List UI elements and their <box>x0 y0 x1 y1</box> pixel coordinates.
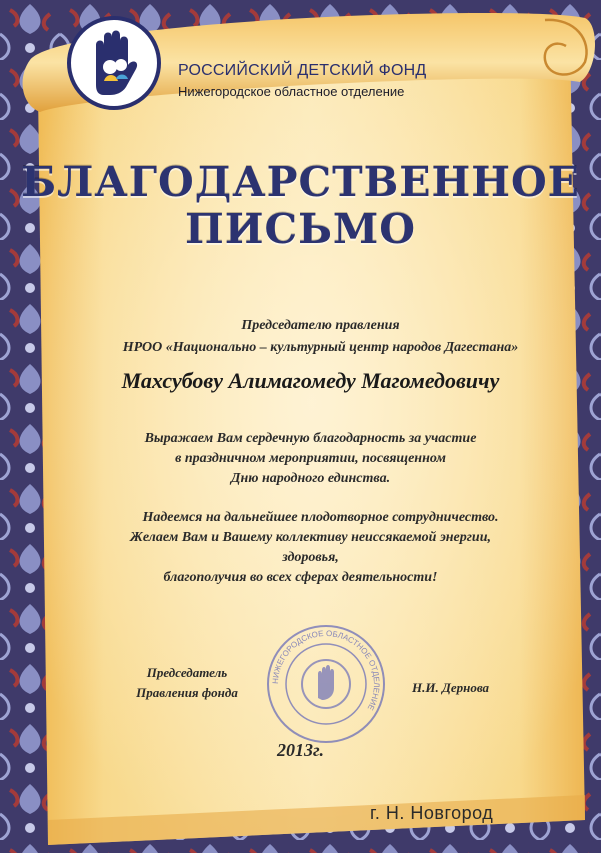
addressee-position: Председателю правления <box>241 318 400 333</box>
organization-name: РОССИЙСКИЙ ДЕТСКИЙ ФОНД <box>178 62 427 79</box>
stamp-text: НИЖЕГОРОДСКОЕ ОБЛАСТНОЕ ОТДЕЛЕНИЕ <box>270 628 382 712</box>
issue-city: г. Н. Новгород <box>370 803 494 823</box>
signatory-name: Н.И. Дернова <box>412 680 490 695</box>
signatory-role-line-2: Правления фонда <box>136 685 238 700</box>
childrens-fund-logo-icon <box>66 15 162 111</box>
certificate-title-line-2: ПИСЬМО <box>184 205 417 253</box>
recipient-name: Махсубову Алимагомеду Магомедовичу <box>121 368 500 393</box>
body-line-5: Желаем Вам и Вашему коллективу неиссякаемой энергии, <box>129 530 492 545</box>
organization-branch: Нижегородское областное отделение <box>178 84 405 99</box>
body-line-1: Выражаем Вам сердечную благодарность за участие <box>144 431 477 446</box>
body-line-3: Дню народного единства. <box>230 471 391 486</box>
body-line-7: благополучия во всех сферах деятельности! <box>163 570 438 585</box>
signatory-role-line-1: Председатель <box>146 665 228 680</box>
signatory-role <box>122 663 252 703</box>
issue-year: 2013г. <box>277 740 324 760</box>
certificate-title-line-1: БЛАГОДАРСТВЕННОЕ <box>21 158 580 206</box>
body-line-2: в праздничном мероприятии, посвященном <box>175 451 446 466</box>
body-line-4: Надеемся на дальнейшее плодотворное сотрудничество. <box>142 510 499 525</box>
official-stamp <box>264 622 388 746</box>
body-line-6: здоровья, <box>282 550 339 565</box>
addressee-organization: НРОО «Национально – культурный центр народов Дагестана» <box>122 340 519 355</box>
